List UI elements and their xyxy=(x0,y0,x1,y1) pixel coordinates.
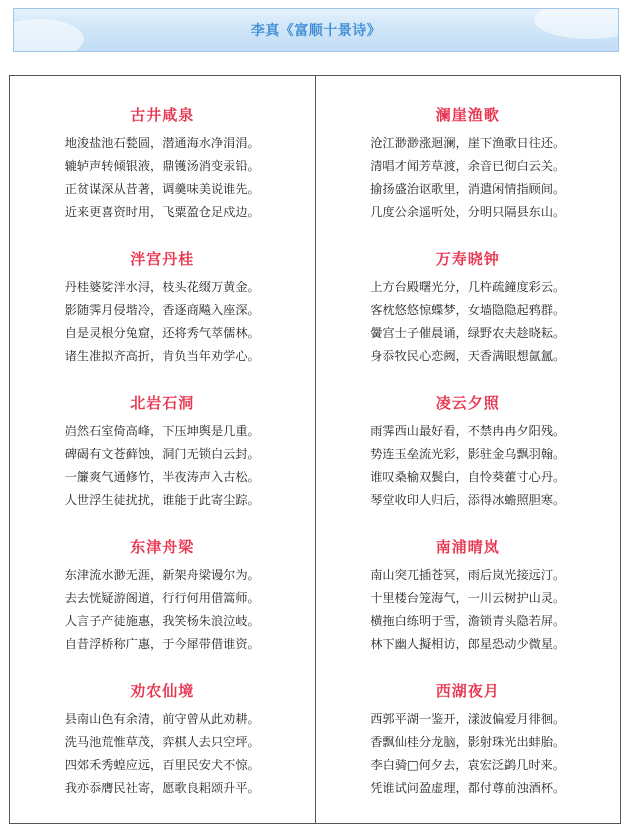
poem-line: 琴堂收印人归后，添得冰蟾照胆寒。 xyxy=(370,493,566,507)
poem-title: 凌云夕照 xyxy=(435,394,500,412)
poem-block xyxy=(10,104,315,248)
poem-line: 四郊禾秀蝗应远，百里民安犬不惊。 xyxy=(64,758,260,772)
poem-line: 洗马池荒惟草茂，弈棋人去只空坪。 xyxy=(64,735,260,749)
poem-line: 人世浮生徒扰扰，谁能于此寄尘踪。 xyxy=(64,493,260,507)
poem-block xyxy=(316,680,621,824)
poem-title: 万寿晓钟 xyxy=(435,250,500,268)
poem-line: 客枕悠悠惊蝶梦，女墙隐隐起鸦群。 xyxy=(370,303,566,317)
poem-line: 辘轳声转倾银液，鼎镬汤消变汞铅。 xyxy=(64,159,260,173)
poem-block xyxy=(10,536,315,680)
poem-line: 正贫谋深从昔著，调羹味美说谁先。 xyxy=(64,182,260,196)
poem-line: 雨霁西山最好看，不禁冉冉夕阳残。 xyxy=(370,424,566,438)
poem-line: 南山突兀插苍冥，雨后岚光接远汀。 xyxy=(370,568,566,582)
poem-title: 劝农仙境 xyxy=(130,682,195,700)
poem-title: 西湖夜月 xyxy=(435,682,500,700)
poem-line: 几度公余遥听处，分明只隔县东山。 xyxy=(370,205,566,219)
title-banner xyxy=(13,8,619,52)
poem-title: 北岩石洞 xyxy=(130,394,195,412)
poem-block xyxy=(10,680,315,824)
poem-line: 沧江渺渺涨迴澜，崖下渔歌日往还。 xyxy=(370,136,566,150)
poem-line: 岿然石室倚高峰，下压坤舆是几重。 xyxy=(64,424,260,438)
poem-title: 东津舟梁 xyxy=(130,538,195,556)
poem-title: 南浦晴岚 xyxy=(435,538,500,556)
poem-line: 碑碣有文苍藓蚀，洞门无锁白云封。 xyxy=(64,447,260,461)
poem-line: 李白骑□何夕去，袁宏泛鹢几时来。 xyxy=(370,758,565,772)
poem-line: 身忝牧民心恋阙，天香满眼想氤氲。 xyxy=(370,349,566,363)
poem-line: 去去恍疑游阁道，行行何用借篙师。 xyxy=(64,591,260,605)
poem-line: 香飘仙桂分龙脑，影射珠光出蚌胎。 xyxy=(370,735,566,749)
poem-column-right xyxy=(315,76,621,823)
poem-line: 自是灵根分兔窟，还将秀气萃儒林。 xyxy=(64,326,260,340)
poem-block xyxy=(316,248,621,392)
poem-line: 丹桂婆娑泮水浔，枝头花缀万黄金。 xyxy=(64,280,260,294)
poems-table xyxy=(9,75,621,824)
poem-line: 横拖白练明于雪，澹锁青头隐若屏。 xyxy=(370,614,566,628)
poem-line: 自昔浮桥称广惠，于今犀带借谁资。 xyxy=(64,637,260,651)
poem-block xyxy=(316,536,621,680)
poem-column-left xyxy=(10,76,315,823)
poem-line: 黌宫士子催晨诵，绿野农夫趁晓耘。 xyxy=(370,326,566,340)
poem-line: 清唱才闻芳草渡，余音已彻白云关。 xyxy=(370,159,566,173)
poem-line: 西郭平湖一鉴开，漾波偏爱月徘徊。 xyxy=(370,712,566,726)
poem-line: 上方台殿曙光分，几杵疏鐘度彩云。 xyxy=(370,280,566,294)
poem-line: 诸生准拟齐高折，肯负当年劝学心。 xyxy=(64,349,260,363)
poem-line: 我亦忝膺民社寄，愿歌良耜颂升平。 xyxy=(64,781,260,795)
poem-line: 谁叹桑榆双鬓白，自怜葵藿寸心丹。 xyxy=(370,470,566,484)
poem-line: 人言子产徒施惠，我笑杨朱浪泣岐。 xyxy=(64,614,260,628)
poem-line: 十里楼台笼海气，一川云树护山灵。 xyxy=(370,591,566,605)
poem-line: 凭谁试问盈虚理，都付尊前浊酒杯。 xyxy=(370,781,566,795)
poem-block xyxy=(316,392,621,536)
banner-glow-right xyxy=(534,8,619,39)
poem-line: 林下幽人擬相访，郎星恐动少微星。 xyxy=(370,637,566,651)
poem-line: 县南山色有余清，前守曾从此劝耕。 xyxy=(64,712,260,726)
poem-block xyxy=(316,104,621,248)
poem-title: 古井咸泉 xyxy=(130,106,195,124)
poem-block xyxy=(10,392,315,536)
poem-line: 地浚盐池石甃圆，潜通海水净涓涓。 xyxy=(64,136,260,150)
poem-line: 东津流水渺无涯，新架舟梁谩尔为。 xyxy=(64,568,260,582)
poem-line: 一簾爽气通修竹，半夜涛声入古松。 xyxy=(64,470,260,484)
page-title: 李真《富顺十景诗》 xyxy=(250,23,382,39)
poem-title: 澜崖渔歌 xyxy=(435,106,500,124)
poem-title: 泮宫丹桂 xyxy=(130,250,195,268)
poem-block xyxy=(10,248,315,392)
poem-line: 势连玉垒流光彩，影驻金乌飘羽翰。 xyxy=(370,447,566,461)
banner-glow-left xyxy=(13,19,84,52)
poem-line: 揄扬盛治讴歌里，消遣闲情指顾间。 xyxy=(370,182,566,196)
poem-line: 影随霁月侵堦冷，香逐商飚入座深。 xyxy=(64,303,260,317)
poem-line: 近来更喜资时用，飞粟盈仓足戍边。 xyxy=(64,205,260,219)
